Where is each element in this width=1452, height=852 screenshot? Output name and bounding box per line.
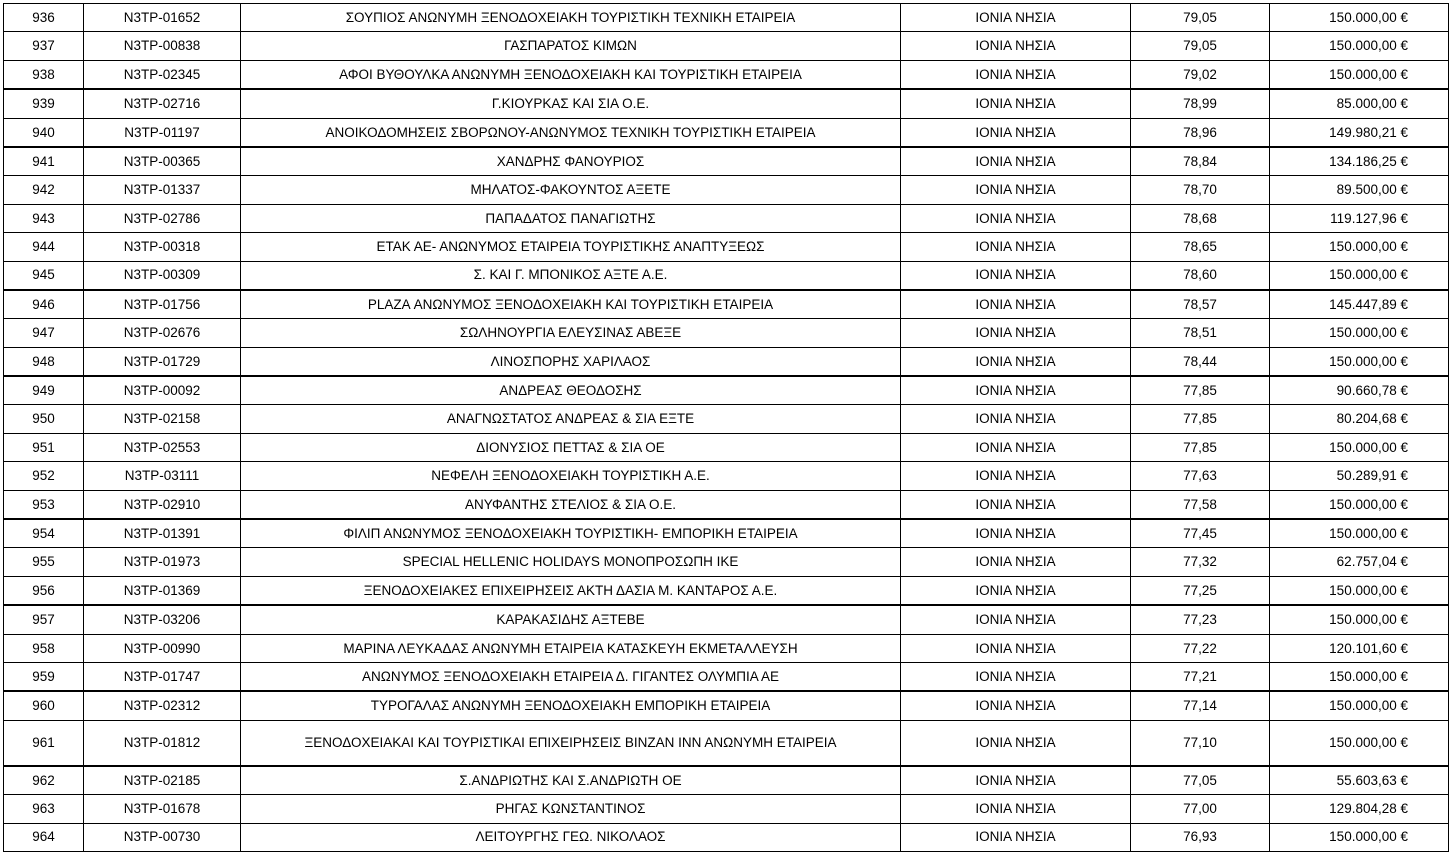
- amount-cell: 150.000,00 €: [1270, 823, 1449, 851]
- company-name-cell: ΣΟΥΠΙΟΣ ΑΝΩΝΥΜΗ ΞΕΝΟΔΟΧΕΙΑΚΗ ΤΟΥΡΙΣΤΙΚΗ ΤΕΧΝΙΚΗ ΕΤΑΙΡΕΙΑ: [241, 4, 901, 32]
- table-row: [4, 176, 1449, 204]
- company-name-cell: ΑΝΥΦΑΝΤΗΣ ΣΤΕΛΙΟΣ & ΣΙΑ Ο.Ε.: [241, 490, 901, 519]
- row-number-cell: 964: [4, 823, 84, 851]
- region-cell: ΙΟΝΙΑ ΝΗΣΙΑ: [901, 118, 1131, 147]
- amount-cell: 150.000,00 €: [1270, 433, 1449, 461]
- row-number-cell: 940: [4, 118, 84, 147]
- table-row: [4, 691, 1449, 720]
- row-number-cell: 962: [4, 766, 84, 795]
- row-number-cell: 955: [4, 548, 84, 576]
- score-cell: 79,02: [1131, 60, 1270, 89]
- region-cell: ΙΟΝΙΑ ΝΗΣΙΑ: [901, 691, 1131, 720]
- row-number-cell: 951: [4, 433, 84, 461]
- table-row: [4, 290, 1449, 319]
- company-name-cell: Γ.ΚΙΟΥΡΚΑΣ ΚΑΙ ΣΙΑ Ο.Ε.: [241, 89, 901, 118]
- region-cell: ΙΟΝΙΑ ΝΗΣΙΑ: [901, 4, 1131, 32]
- company-name-cell: ΠΑΠΑΔΑΤΟΣ ΠΑΝΑΓΙΩΤΗΣ: [241, 204, 901, 232]
- application-code-cell: N3TP-01652: [84, 4, 241, 32]
- region-cell: ΙΟΝΙΑ ΝΗΣΙΑ: [901, 490, 1131, 519]
- application-code-cell: N3TP-01747: [84, 662, 241, 691]
- score-cell: 78,51: [1131, 319, 1270, 347]
- amount-cell: 150.000,00 €: [1270, 662, 1449, 691]
- score-cell: 77,85: [1131, 405, 1270, 433]
- table-row: [4, 634, 1449, 662]
- region-cell: ΙΟΝΙΑ ΝΗΣΙΑ: [901, 290, 1131, 319]
- company-name-cell: ΜΗΛΑΤΟΣ-ΦΑΚΟΥΝΤΟΣ ΑΞΕΤΕ: [241, 176, 901, 204]
- amount-cell: 150.000,00 €: [1270, 720, 1449, 766]
- company-name-cell: ΧΑΝΔΡΗΣ ΦΑΝΟΥΡΙΟΣ: [241, 147, 901, 176]
- row-number-cell: 945: [4, 261, 84, 290]
- application-code-cell: N3TP-00318: [84, 233, 241, 261]
- table-row: [4, 519, 1449, 548]
- table-row: [4, 147, 1449, 176]
- company-name-cell: ΤΥΡΟΓΑΛΑΣ ΑΝΩΝΥΜΗ ΞΕΝΟΔΟΧΕΙΑΚΗ ΕΜΠΟΡΙΚΗ ΕΤΑΙΡΕΙΑ: [241, 691, 901, 720]
- company-name-cell: Σ. ΚΑΙ Γ. ΜΠΟΝΙΚΟΣ ΑΞΤΕ Α.Ε.: [241, 261, 901, 290]
- company-name-cell: ΔΙΟΝΥΣΙΟΣ ΠΕΤΤΑΣ & ΣΙΑ ΟΕ: [241, 433, 901, 461]
- region-cell: ΙΟΝΙΑ ΝΗΣΙΑ: [901, 376, 1131, 405]
- row-number-cell: 939: [4, 89, 84, 118]
- company-name-cell: ΝΕΦΕΛΗ ΞΕΝΟΔΟΧΕΙΑΚΗ ΤΟΥΡΙΣΤΙΚΗ Α.Ε.: [241, 462, 901, 490]
- application-code-cell: N3TP-00365: [84, 147, 241, 176]
- company-name-cell: ΑΝΑΓΝΩΣΤΑΤΟΣ ΑΝΔΡΕΑΣ & ΣΙΑ ΕΞΤΕ: [241, 405, 901, 433]
- score-cell: 77,10: [1131, 720, 1270, 766]
- region-cell: ΙΟΝΙΑ ΝΗΣΙΑ: [901, 176, 1131, 204]
- score-cell: 76,93: [1131, 823, 1270, 851]
- company-name-cell: PLAZA ΑΝΩΝΥΜΟΣ ΞΕΝΟΔΟΧΕΙΑΚΗ ΚΑΙ ΤΟΥΡΙΣΤΙΚΗ ΕΤΑΙΡΕΙΑ: [241, 290, 901, 319]
- score-cell: 77,23: [1131, 605, 1270, 634]
- row-number-cell: 953: [4, 490, 84, 519]
- application-code-cell: N3TP-01337: [84, 176, 241, 204]
- table-body: [4, 4, 1449, 852]
- table-row: [4, 795, 1449, 823]
- application-code-cell: N3TP-01812: [84, 720, 241, 766]
- amount-cell: 150.000,00 €: [1270, 4, 1449, 32]
- region-cell: ΙΟΝΙΑ ΝΗΣΙΑ: [901, 347, 1131, 376]
- company-name-cell: ΦΙΛΙΠ ΑΝΩΝΥΜΟΣ ΞΕΝΟΔΟΧΕΙΑΚΗ ΤΟΥΡΙΣΤΙΚΗ- ΕΜΠΟΡΙΚΗ ΕΤΑΙΡΕΙΑ: [241, 519, 901, 548]
- row-number-cell: 937: [4, 32, 84, 60]
- table-row: [4, 89, 1449, 118]
- table-row: [4, 548, 1449, 576]
- company-name-cell: ΑΝΔΡΕΑΣ ΘΕΟΔΟΣΗΣ: [241, 376, 901, 405]
- row-number-cell: 952: [4, 462, 84, 490]
- amount-cell: 55.603,63 €: [1270, 766, 1449, 795]
- region-cell: ΙΟΝΙΑ ΝΗΣΙΑ: [901, 462, 1131, 490]
- score-cell: 77,21: [1131, 662, 1270, 691]
- amount-cell: 150.000,00 €: [1270, 261, 1449, 290]
- region-cell: ΙΟΝΙΑ ΝΗΣΙΑ: [901, 233, 1131, 261]
- table-row: [4, 662, 1449, 691]
- amount-cell: 150.000,00 €: [1270, 233, 1449, 261]
- table-row: [4, 405, 1449, 433]
- application-code-cell: N3TP-02676: [84, 319, 241, 347]
- application-code-cell: N3TP-00092: [84, 376, 241, 405]
- region-cell: ΙΟΝΙΑ ΝΗΣΙΑ: [901, 405, 1131, 433]
- company-name-cell: SPECIAL HELLENIC HOLIDAYS ΜΟΝΟΠΡΟΣΩΠΗ ΙΚΕ: [241, 548, 901, 576]
- company-name-cell: ΑΝΟΙΚΟΔΟΜΗΣΕΙΣ ΣΒΟΡΩΝΟΥ-ΑΝΩΝΥΜΟΣ ΤΕΧΝΙΚΗ ΤΟΥΡΙΣΤΙΚΗ ΕΤΑΙΡΕΙΑ: [241, 118, 901, 147]
- beneficiaries-table: [3, 3, 1449, 852]
- table-row: [4, 347, 1449, 376]
- row-number-cell: 947: [4, 319, 84, 347]
- score-cell: 77,14: [1131, 691, 1270, 720]
- region-cell: ΙΟΝΙΑ ΝΗΣΙΑ: [901, 605, 1131, 634]
- amount-cell: 85.000,00 €: [1270, 89, 1449, 118]
- amount-cell: 119.127,96 €: [1270, 204, 1449, 232]
- region-cell: ΙΟΝΙΑ ΝΗΣΙΑ: [901, 204, 1131, 232]
- amount-cell: 150.000,00 €: [1270, 319, 1449, 347]
- score-cell: 77,63: [1131, 462, 1270, 490]
- score-cell: 77,00: [1131, 795, 1270, 823]
- score-cell: 78,44: [1131, 347, 1270, 376]
- application-code-cell: N3TP-02786: [84, 204, 241, 232]
- score-cell: 77,58: [1131, 490, 1270, 519]
- application-code-cell: N3TP-03111: [84, 462, 241, 490]
- score-cell: 78,60: [1131, 261, 1270, 290]
- application-code-cell: N3TP-02345: [84, 60, 241, 89]
- region-cell: ΙΟΝΙΑ ΝΗΣΙΑ: [901, 823, 1131, 851]
- amount-cell: 150.000,00 €: [1270, 32, 1449, 60]
- row-number-cell: 954: [4, 519, 84, 548]
- region-cell: ΙΟΝΙΑ ΝΗΣΙΑ: [901, 147, 1131, 176]
- score-cell: 78,57: [1131, 290, 1270, 319]
- region-cell: ΙΟΝΙΑ ΝΗΣΙΑ: [901, 662, 1131, 691]
- amount-cell: 129.804,28 €: [1270, 795, 1449, 823]
- application-code-cell: N3TP-01369: [84, 576, 241, 605]
- region-cell: ΙΟΝΙΑ ΝΗΣΙΑ: [901, 89, 1131, 118]
- application-code-cell: N3TP-02553: [84, 433, 241, 461]
- row-number-cell: 958: [4, 634, 84, 662]
- table-row: [4, 4, 1449, 32]
- row-number-cell: 948: [4, 347, 84, 376]
- table-row: [4, 32, 1449, 60]
- score-cell: 77,85: [1131, 376, 1270, 405]
- company-name-cell: ΞΕΝΟΔΟΧΕΙΑΚΑΙ ΚΑΙ ΤΟΥΡΙΣΤΙΚΑΙ ΕΠΙΧΕΙΡΗΣΕΙΣ ΒΙΝΖΑΝ ΙΝΝ ΑΝΩΝΥΜΗ ΕΤΑΙΡΕΙΑ: [241, 720, 901, 766]
- row-number-cell: 963: [4, 795, 84, 823]
- region-cell: ΙΟΝΙΑ ΝΗΣΙΑ: [901, 766, 1131, 795]
- amount-cell: 80.204,68 €: [1270, 405, 1449, 433]
- table-row: [4, 319, 1449, 347]
- table-row: [4, 60, 1449, 89]
- row-number-cell: 943: [4, 204, 84, 232]
- score-cell: 79,05: [1131, 4, 1270, 32]
- amount-cell: 89.500,00 €: [1270, 176, 1449, 204]
- score-cell: 77,05: [1131, 766, 1270, 795]
- amount-cell: 62.757,04 €: [1270, 548, 1449, 576]
- application-code-cell: N3TP-00838: [84, 32, 241, 60]
- application-code-cell: N3TP-01729: [84, 347, 241, 376]
- amount-cell: 150.000,00 €: [1270, 347, 1449, 376]
- company-name-cell: ΡΗΓΑΣ ΚΩΝΣΤΑΝΤΙΝΟΣ: [241, 795, 901, 823]
- row-number-cell: 959: [4, 662, 84, 691]
- row-number-cell: 949: [4, 376, 84, 405]
- application-code-cell: N3TP-00730: [84, 823, 241, 851]
- application-code-cell: N3TP-02716: [84, 89, 241, 118]
- score-cell: 77,22: [1131, 634, 1270, 662]
- region-cell: ΙΟΝΙΑ ΝΗΣΙΑ: [901, 60, 1131, 89]
- row-number-cell: 938: [4, 60, 84, 89]
- region-cell: ΙΟΝΙΑ ΝΗΣΙΑ: [901, 795, 1131, 823]
- amount-cell: 90.660,78 €: [1270, 376, 1449, 405]
- score-cell: 77,45: [1131, 519, 1270, 548]
- amount-cell: 150.000,00 €: [1270, 691, 1449, 720]
- table-row: [4, 204, 1449, 232]
- amount-cell: 150.000,00 €: [1270, 605, 1449, 634]
- score-cell: 78,99: [1131, 89, 1270, 118]
- row-number-cell: 946: [4, 290, 84, 319]
- score-cell: 77,32: [1131, 548, 1270, 576]
- amount-cell: 149.980,21 €: [1270, 118, 1449, 147]
- application-code-cell: N3TP-02910: [84, 490, 241, 519]
- amount-cell: 150.000,00 €: [1270, 490, 1449, 519]
- table-row: [4, 118, 1449, 147]
- row-number-cell: 944: [4, 233, 84, 261]
- table-row: [4, 490, 1449, 519]
- company-name-cell: ΣΩΛΗΝΟΥΡΓΙΑ ΕΛΕΥΣΙΝΑΣ ΑΒΕΞΕ: [241, 319, 901, 347]
- score-cell: 78,65: [1131, 233, 1270, 261]
- company-name-cell: Σ.ΑΝΔΡΙΩΤΗΣ ΚΑΙ Σ.ΑΝΔΡΙΩΤΗ ΟΕ: [241, 766, 901, 795]
- amount-cell: 150.000,00 €: [1270, 60, 1449, 89]
- score-cell: 77,85: [1131, 433, 1270, 461]
- amount-cell: 150.000,00 €: [1270, 576, 1449, 605]
- table-row: [4, 605, 1449, 634]
- row-number-cell: 957: [4, 605, 84, 634]
- application-code-cell: N3TP-00990: [84, 634, 241, 662]
- table-row: [4, 462, 1449, 490]
- amount-cell: 150.000,00 €: [1270, 519, 1449, 548]
- row-number-cell: 942: [4, 176, 84, 204]
- company-name-cell: ΓΑΣΠΑΡΑΤΟΣ ΚΙΜΩΝ: [241, 32, 901, 60]
- row-number-cell: 941: [4, 147, 84, 176]
- company-name-cell: ΑΝΩΝΥΜΟΣ ΞΕΝΟΔΟΧΕΙΑΚΗ ΕΤΑΙΡΕΙΑ Δ. ΓΙΓΑΝΤΕΣ ΟΛΥΜΠΙΑ ΑΕ: [241, 662, 901, 691]
- score-cell: 77,25: [1131, 576, 1270, 605]
- application-code-cell: N3TP-01756: [84, 290, 241, 319]
- table-row: [4, 261, 1449, 290]
- amount-cell: 50.289,91 €: [1270, 462, 1449, 490]
- region-cell: ΙΟΝΙΑ ΝΗΣΙΑ: [901, 634, 1131, 662]
- table-row: [4, 766, 1449, 795]
- region-cell: ΙΟΝΙΑ ΝΗΣΙΑ: [901, 720, 1131, 766]
- score-cell: 78,96: [1131, 118, 1270, 147]
- score-cell: 78,70: [1131, 176, 1270, 204]
- company-name-cell: ΕΤΑΚ ΑΕ- ΑΝΩΝΥΜΟΣ ΕΤΑΙΡΕΙΑ ΤΟΥΡΙΣΤΙΚΗΣ ΑΝΑΠΤΥΞΕΩΣ: [241, 233, 901, 261]
- company-name-cell: ΛΕΙΤΟΥΡΓΗΣ ΓΕΩ. ΝΙΚΟΛΑΟΣ: [241, 823, 901, 851]
- amount-cell: 134.186,25 €: [1270, 147, 1449, 176]
- region-cell: ΙΟΝΙΑ ΝΗΣΙΑ: [901, 576, 1131, 605]
- company-name-cell: ΑΦΟΙ ΒΥΘΟΥΛΚΑ ΑΝΩΝΥΜΗ ΞΕΝΟΔΟΧΕΙΑΚΗ ΚΑΙ ΤΟΥΡΙΣΤΙΚΗ ΕΤΑΙΡΕΙΑ: [241, 60, 901, 89]
- application-code-cell: N3TP-01197: [84, 118, 241, 147]
- table-row: [4, 376, 1449, 405]
- application-code-cell: N3TP-02312: [84, 691, 241, 720]
- application-code-cell: N3TP-03206: [84, 605, 241, 634]
- row-number-cell: 960: [4, 691, 84, 720]
- table-row: [4, 720, 1449, 766]
- region-cell: ΙΟΝΙΑ ΝΗΣΙΑ: [901, 548, 1131, 576]
- region-cell: ΙΟΝΙΑ ΝΗΣΙΑ: [901, 519, 1131, 548]
- region-cell: ΙΟΝΙΑ ΝΗΣΙΑ: [901, 32, 1131, 60]
- application-code-cell: N3TP-01391: [84, 519, 241, 548]
- application-code-cell: N3TP-01678: [84, 795, 241, 823]
- score-cell: 78,68: [1131, 204, 1270, 232]
- row-number-cell: 961: [4, 720, 84, 766]
- company-name-cell: ΜΑΡΙΝΑ ΛΕΥΚΑΔΑΣ ΑΝΩΝΥΜΗ ΕΤΑΙΡΕΙΑ ΚΑΤΑΣΚΕΥΗ ΕΚΜΕΤΑΛΛΕΥΣΗ: [241, 634, 901, 662]
- amount-cell: 145.447,89 €: [1270, 290, 1449, 319]
- table-row: [4, 433, 1449, 461]
- application-code-cell: N3TP-00309: [84, 261, 241, 290]
- table-row: [4, 233, 1449, 261]
- company-name-cell: ΛΙΝΟΣΠΟΡΗΣ ΧΑΡΙΛΑΟΣ: [241, 347, 901, 376]
- amount-cell: 120.101,60 €: [1270, 634, 1449, 662]
- score-cell: 79,05: [1131, 32, 1270, 60]
- company-name-cell: ΞΕΝΟΔΟΧΕΙΑΚΕΣ ΕΠΙΧΕΙΡΗΣΕΙΣ ΑΚΤΗ ΔΑΣΙΑ Μ. ΚΑΝΤΑΡΟΣ Α.Ε.: [241, 576, 901, 605]
- region-cell: ΙΟΝΙΑ ΝΗΣΙΑ: [901, 261, 1131, 290]
- row-number-cell: 956: [4, 576, 84, 605]
- table-row: [4, 576, 1449, 605]
- region-cell: ΙΟΝΙΑ ΝΗΣΙΑ: [901, 319, 1131, 347]
- row-number-cell: 950: [4, 405, 84, 433]
- table-row: [4, 823, 1449, 851]
- company-name-cell: ΚΑΡΑΚΑΣΙΔΗΣ ΑΞΤΕΒΕ: [241, 605, 901, 634]
- score-cell: 78,84: [1131, 147, 1270, 176]
- row-number-cell: 936: [4, 4, 84, 32]
- region-cell: ΙΟΝΙΑ ΝΗΣΙΑ: [901, 433, 1131, 461]
- application-code-cell: N3TP-02158: [84, 405, 241, 433]
- application-code-cell: N3TP-01973: [84, 548, 241, 576]
- application-code-cell: N3TP-02185: [84, 766, 241, 795]
